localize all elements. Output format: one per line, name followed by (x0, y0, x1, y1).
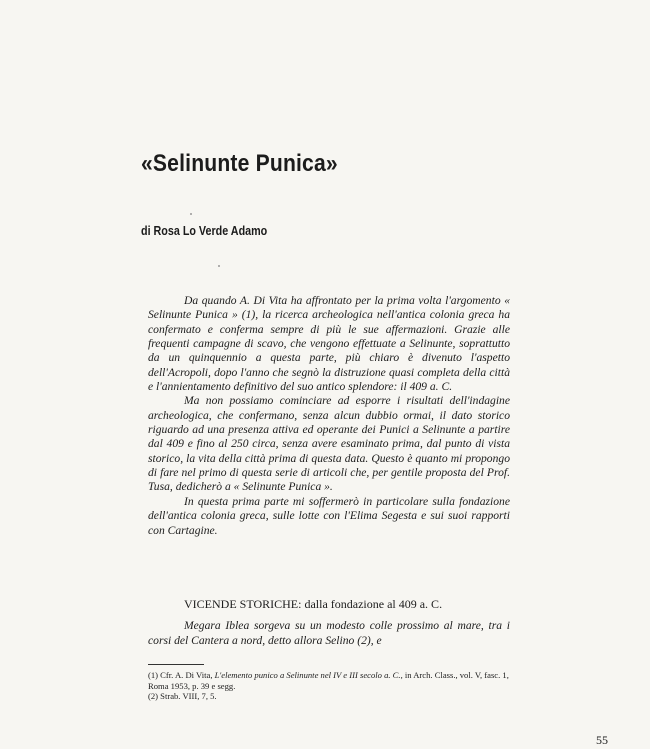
section-body (148, 619, 510, 648)
body-paragraph-2: Ma non possiamo cominciare ad esporre i risultati dell'indagine archeologica, che confermano, senza alcun dubbio ormai, il dato storico riguardo ad una presenza attiva ed operante dei Punici a Selinunte a partire dal 409 e fino al 250 circa, senza avere esaminato prima, dal punto di vista storico, la vita della città prima di questa data. Questo è quanto mi propongo di fare nel primo di questa serie di articoli che, per gentile proposta del Prof. Tusa, dedicherò a « Selinunte Punica ». (148, 394, 510, 494)
footnote-2: (2) Strab. VIII, 7, 5. (148, 691, 217, 702)
footnotes (148, 670, 510, 702)
article-byline: di Rosa Lo Verde Adamo (141, 224, 268, 238)
footnote-1-prefix: (1) Cfr. A. Di Vita, (148, 670, 215, 680)
section-paragraph: Megara Iblea sorgeva su un modesto colle prossimo al mare, tra i corsi del Cantera a nord, detto allora Selino (2), e (148, 619, 510, 647)
article-title: «Selinunte Punica» (141, 150, 338, 177)
footnote-1 (148, 670, 510, 691)
body-paragraph-3: In questa prima parte mi soffermerò in particolare sulla fondazione dell'antica colonia greca, sulle lotte con l'Elima Segesta e sui suoi rapporti con Cartagine. (148, 494, 510, 537)
scan-speck (218, 265, 220, 267)
section-heading: VICENDE STORICHE: dalla fondazione al 409 a. C. (184, 597, 443, 611)
footnote-1-title: L'elemento punico a Selinunte nel IV e III secolo a. C. (214, 670, 401, 680)
footnote-rule (148, 664, 204, 665)
article-body (148, 294, 510, 538)
footnote-1-suffix: , in Arch. Class., vol. V, fasc. 1, Roma 1953, p. 39 e segg. (148, 670, 509, 691)
scan-speck (190, 213, 192, 215)
body-paragraph-1: Da quando A. Di Vita ha affrontato per la prima volta l'argomento « Selinunte Punica » (1), la ricerca archeologica nell'antica colonia greca ha confermato e conferma sempre di più le sue affermazioni. Grazie alle frequenti campagne di scavo, che vengono effettuate a Selinunte, soprattutto da un quinquennio a questa parte, più chiaro è divenuto l'aspetto dell'Acropoli, dopo l'anno che segnò la distruzione quasi completa della città e l'annientamento definitivo del suo antico splendore: il 409 a. C. (148, 294, 510, 394)
page-number: 55 (596, 733, 608, 747)
